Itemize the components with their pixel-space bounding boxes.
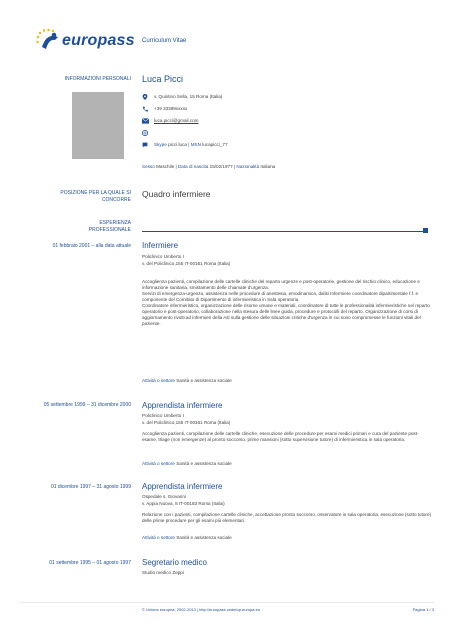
entry-2-title: Apprendista infermiere: [142, 401, 223, 410]
contact-block: [142, 94, 432, 154]
entry-3-title: Apprendista infermiere: [142, 482, 223, 491]
web-icon: [142, 130, 148, 136]
photo-placeholder: [72, 92, 124, 159]
entry-1-title: Infermiere: [142, 241, 179, 250]
entry-1-dates: 01 febbraio 2001 – alla data attuale: [52, 243, 131, 249]
entry-3-org: Ospedale s. Giovanni: [142, 494, 186, 499]
europass-logo: [34, 27, 135, 53]
entry-1-address: v. del Policlinico,155 IT-00161 Roma (Italia): [142, 261, 231, 266]
footer-copyright: © Unione europea, 2002-2013 | http://europass.cedefop.europa.eu: [142, 607, 261, 612]
birth-label: Data di nascita: [177, 164, 209, 169]
entry-1-sector: [142, 378, 232, 384]
messaging-row: [142, 142, 432, 154]
sector-value: Sanità e assistenza sociale: [176, 378, 232, 383]
skype-value: picci.luca: [168, 142, 187, 147]
messaging-text: [154, 142, 228, 148]
email-icon: [142, 118, 149, 124]
sector-label: Attività o settore: [142, 535, 175, 540]
entry-2-sector: [142, 461, 232, 467]
address-row: [142, 94, 432, 106]
phone-icon: [142, 106, 148, 112]
entry-2-address: v. del Policlinico,155 IT-00161 Roma (Italia): [142, 420, 231, 425]
entry-4-org: Studio medico Zeppi: [142, 570, 184, 575]
separator: |: [188, 142, 190, 147]
nationality-label: Nazionalità: [236, 164, 260, 169]
birth-value: 15/02/1977: [209, 164, 233, 169]
entry-3-sector: [142, 535, 232, 541]
entry-3-address: v. Appia Nuova, 8 IT-00183 Roma (Italia): [142, 501, 225, 506]
entry-3-dates: 01 dicembre 1997 – 31 agosto 1999: [50, 484, 131, 490]
location-icon: [142, 94, 148, 100]
full-name: Luca Picci: [142, 74, 184, 84]
web-row: [142, 130, 432, 142]
sector-value: Sanità e assistenza sociale: [176, 535, 232, 540]
personal-details-row: [142, 164, 275, 170]
entry-4-title: Segretario medico: [142, 558, 207, 567]
entry-4-dates: 01 settembre 1995 – 01 agosto 1997: [49, 560, 131, 566]
phone-text: +39 33389xxxxx: [154, 106, 188, 111]
sector-value: Sanità e assistenza sociale: [176, 461, 232, 466]
email-row: [142, 118, 432, 130]
msn-value: lucapicci_77: [202, 142, 228, 147]
document-title: Curriculum Vitae: [142, 38, 187, 44]
entry-2-org: Policlinico Umberto I: [142, 413, 184, 418]
email-link[interactable]: luca.picci@gmail.com: [154, 118, 199, 123]
separator: |: [175, 164, 177, 169]
experience-rule: [142, 231, 426, 232]
footer-rule: [20, 602, 434, 603]
logo-text: europass: [62, 32, 135, 49]
sex-value: Maschile: [156, 164, 175, 169]
sector-label: Attività o settore: [142, 461, 175, 466]
personal-info-label: INFORMAZIONI PERSONALI: [64, 76, 131, 82]
entry-1-description: Accoglienza pazienti, compilazione delle cartelle cliniche del reparto urgenze e post-operatorie, gestione del rischio clinico, educazione e informazione sanitaria, smistamento delle chiamate d'urgenza. Servizi di emergenza-urgenza, assistenza nelle procedure di anestesia, emodinamica, dalisi Infermiere coordinatore dipartimentale f.f. e componente del Comitato di Dipartimento di infermieristica in Sala operatoria Coordinatore infermieristico, organizzazione delle risorse umane e materiali, coordinatore di tutte le professionalità infermieristiche nel reparto operatorio e post-operatorio, collaborazione nella stesura delle linee guida, procedure e protocolli del reparto. Organizzazione di corsi di aggiornamento rivolti ad infermieri della Asl sulla gestione delle situazioni critiche d'urgenza in cui sono compromesse le funzioni vitali del paziente.: [142, 279, 430, 326]
phone-row: [142, 106, 432, 118]
entry-2-description: Accoglienza pazienti, compilazione delle cartelle cliniche, esecuzione delle procedure per esami medici primari e cura del paziente post-esame, triage (non emergenze) al pronto soccorso, prime mansioni (sotto supervisione tutore) di infermieristica in sala operatoria.: [142, 431, 419, 442]
chat-icon: [142, 142, 148, 148]
nationality-value: Italiana: [260, 164, 276, 169]
sex-label: Sesso: [142, 164, 155, 169]
address-text: v. Quintino Sella, 15 Roma (Italia): [154, 94, 223, 99]
position-value: Quadro infermiere: [142, 189, 211, 199]
europass-stars-icon: [34, 27, 64, 53]
entry-1-org: Policlinico Umberto I: [142, 254, 184, 259]
position-label: POSIZIONE PER LA QUALE SI CONCORRE: [60, 190, 131, 203]
footer-page-number: Pagina 1 / 3: [412, 607, 434, 612]
msn-label: MSN: [190, 142, 201, 147]
experience-label: ESPERIENZA PROFESSIONALE: [88, 220, 131, 233]
skype-label: Skype: [154, 142, 167, 147]
sector-label: Attività o settore: [142, 378, 175, 383]
entry-3-description: Relazione con i pazienti, compilazione cartelle cliniche, accettazione pronto soccorso, osservatore in sala operatoria, esecuzione (sotto tutore) delle prime procedure per gli esami più elementari.: [142, 512, 432, 523]
experience-rule-end: [423, 228, 428, 233]
entry-2-dates: 05 settembre 1999 – 31 dicembre 2000: [43, 402, 131, 408]
separator: |: [233, 164, 236, 169]
